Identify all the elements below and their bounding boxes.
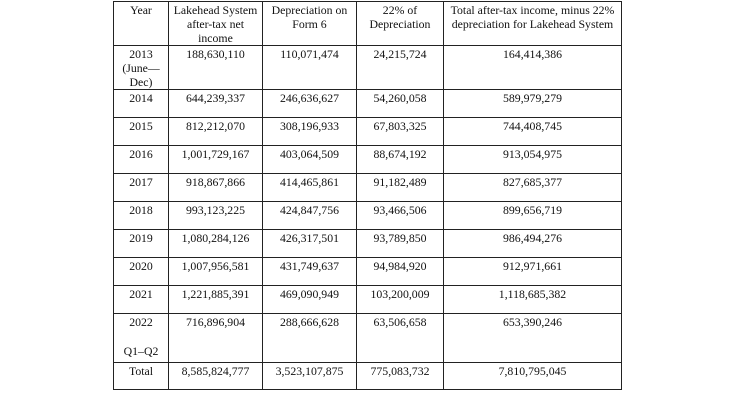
cell-year: 2016: [114, 146, 169, 174]
cell-22pct: 93,789,850: [357, 230, 444, 258]
cell-depreciation: 426,317,501: [263, 230, 357, 258]
cell-depreciation: 414,465,861: [263, 174, 357, 202]
cell-22pct: 24,215,724: [357, 46, 444, 90]
cell-net-income: 993,123,225: [169, 202, 263, 230]
cell-total: 653,390,246: [444, 314, 622, 363]
header-net-income: Lakehead System after-tax net income: [169, 2, 263, 46]
cell-year: [114, 314, 169, 363]
cell-22pct: 103,200,009: [357, 286, 444, 314]
table-row: [114, 174, 622, 202]
cell-net-income: 188,630,110: [169, 46, 263, 90]
cell-year: 2017: [114, 174, 169, 202]
cell-total: 986,494,276: [444, 230, 622, 258]
cell-depreciation: 3,523,107,875: [263, 363, 357, 390]
table-row: [114, 314, 622, 363]
cell-year-line1: 2022: [129, 315, 153, 329]
cell-depreciation: 431,749,637: [263, 258, 357, 286]
header-year: Year: [114, 2, 169, 46]
income-depreciation-table: [113, 1, 622, 390]
cell-year: 2021: [114, 286, 169, 314]
cell-22pct: 54,260,058: [357, 90, 444, 118]
cell-year: Total: [114, 363, 169, 390]
cell-year-line2: Q1–Q2: [123, 344, 159, 358]
header-22pct: 22% of Depreciation: [357, 2, 444, 46]
cell-22pct: 94,984,920: [357, 258, 444, 286]
cell-net-income: 1,007,956,581: [169, 258, 263, 286]
header-depreciation: Depreciation on Form 6: [263, 2, 357, 46]
cell-year: 2013 (June—Dec): [114, 46, 169, 90]
cell-total: 1,118,685,382: [444, 286, 622, 314]
cell-net-income: 716,896,904: [169, 314, 263, 363]
cell-net-income: 8,585,824,777: [169, 363, 263, 390]
cell-total: 7,810,795,045: [444, 363, 622, 390]
total-row: [114, 363, 622, 390]
cell-total: 744,408,745: [444, 118, 622, 146]
cell-22pct: 93,466,506: [357, 202, 444, 230]
table-row: [114, 90, 622, 118]
table-row: [114, 118, 622, 146]
cell-net-income: 644,239,337: [169, 90, 263, 118]
header-total: Total after-tax income, minus 22% depreciation for Lakehead System: [444, 2, 622, 46]
table-row: [114, 202, 622, 230]
cell-net-income: 1,001,729,167: [169, 146, 263, 174]
cell-depreciation: 308,196,933: [263, 118, 357, 146]
cell-year: 2020: [114, 258, 169, 286]
table-row: [114, 146, 622, 174]
table-row: [114, 230, 622, 258]
cell-year: 2014: [114, 90, 169, 118]
cell-22pct: 88,674,192: [357, 146, 444, 174]
cell-year: 2018: [114, 202, 169, 230]
table-row: [114, 286, 622, 314]
cell-year: 2015: [114, 118, 169, 146]
table-row: [114, 258, 622, 286]
cell-total: 899,656,719: [444, 202, 622, 230]
cell-net-income: 812,212,070: [169, 118, 263, 146]
cell-depreciation: 469,090,949: [263, 286, 357, 314]
table-row: [114, 46, 622, 90]
cell-depreciation: 403,064,509: [263, 146, 357, 174]
header-row: [114, 2, 622, 46]
cell-22pct: 91,182,489: [357, 174, 444, 202]
cell-22pct: 63,506,658: [357, 314, 444, 363]
cell-total: 912,971,661: [444, 258, 622, 286]
cell-22pct: 775,083,732: [357, 363, 444, 390]
cell-net-income: 918,867,866: [169, 174, 263, 202]
cell-net-income: 1,221,885,391: [169, 286, 263, 314]
cell-total: 589,979,279: [444, 90, 622, 118]
cell-depreciation: 110,071,474: [263, 46, 357, 90]
cell-depreciation: 246,636,627: [263, 90, 357, 118]
cell-year: 2019: [114, 230, 169, 258]
cell-22pct: 67,803,325: [357, 118, 444, 146]
cell-net-income: 1,080,284,126: [169, 230, 263, 258]
cell-total: 827,685,377: [444, 174, 622, 202]
cell-total: 164,414,386: [444, 46, 622, 90]
cell-depreciation: 288,666,628: [263, 314, 357, 363]
cell-total: 913,054,975: [444, 146, 622, 174]
cell-depreciation: 424,847,756: [263, 202, 357, 230]
